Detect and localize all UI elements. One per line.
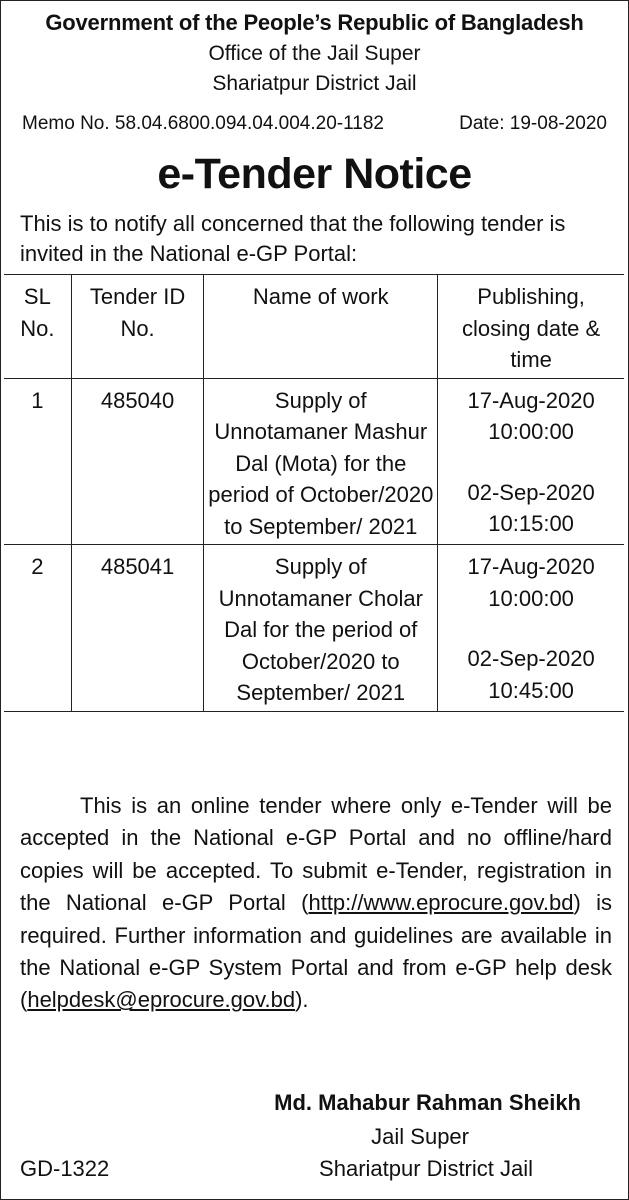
row-sl: 1 [4, 378, 71, 545]
table-row [4, 545, 624, 712]
jail-heading: Shariatpur District Jail [212, 72, 417, 95]
eprocure-link[interactable]: http://www.eprocure.gov.bd [308, 890, 574, 916]
row-dates [438, 545, 624, 712]
header-name-of-work: Name of work [204, 275, 438, 379]
table-row [4, 378, 624, 545]
signatory-name: Md. Mahabur Rahman Sheikh [274, 1090, 581, 1115]
close-date: 02-Sep-2020 [467, 479, 595, 505]
helpdesk-email-link[interactable]: helpdesk@eprocure.gov.bd [27, 987, 296, 1013]
instructions-text-3: ). [295, 987, 309, 1013]
signatory-office: Shariatpur District Jail [319, 1156, 533, 1181]
intro-text: This is to notify all concerned that the following tender is invited in the National e-GP Portal: [20, 211, 566, 266]
row-tender-id: 485040 [71, 378, 204, 545]
row-work: Supply of Unnotamaner Cholar Dal for the period of October/2020 to September/ 2021 [204, 545, 438, 712]
header-sl: SL No. [4, 275, 71, 379]
notice-title: e-Tender Notice [157, 150, 472, 198]
government-heading: Government of the People’s Republic of Bangladesh [45, 10, 584, 35]
close-time: 10:15:00 [488, 511, 574, 536]
row-sl: 2 [4, 545, 71, 712]
publish-time: 10:00:00 [488, 419, 574, 444]
memo-number: Memo No. 58.04.6800.094.04.004.20-1182 [22, 113, 384, 134]
instructions-text-2: ) is required. Further information and guidelines are available in the National e-GP System Portal and from e-GP help desk ( [20, 890, 613, 1013]
row-tender-id: 485041 [71, 545, 204, 712]
publish-date: 17-Aug-2020 [467, 387, 595, 413]
table-header-row [4, 275, 624, 379]
tender-table [4, 274, 624, 712]
publish-date: 17-Aug-2020 [467, 554, 595, 579]
office-heading: Office of the Jail Super [208, 42, 421, 65]
row-dates [438, 378, 624, 545]
gd-number: GD-1322 [20, 1156, 110, 1181]
close-time: 10:45:00 [488, 677, 574, 703]
header-dates: Publishing, closing date & time [438, 275, 624, 379]
instructions-text-1: This is an online tender where only e-Tender will be accepted in the National e-GP Portal and no offline/hard copies will be accepted. To submit e-Tender, registration in the National e-GP Portal ( [20, 793, 612, 916]
signatory-designation: Jail Super [371, 1124, 469, 1149]
header-tender-id: Tender ID No. [71, 275, 204, 379]
instructions-paragraph [20, 790, 612, 1017]
notice-date: Date: 19-08-2020 [459, 113, 607, 134]
row-work: Supply of Unnotamaner Mashur Dal (Mota) for the period of October/2020 to September/ 2021 [204, 378, 438, 545]
close-date: 02-Sep-2020 [467, 646, 595, 671]
publish-time: 10:00:00 [488, 585, 574, 611]
